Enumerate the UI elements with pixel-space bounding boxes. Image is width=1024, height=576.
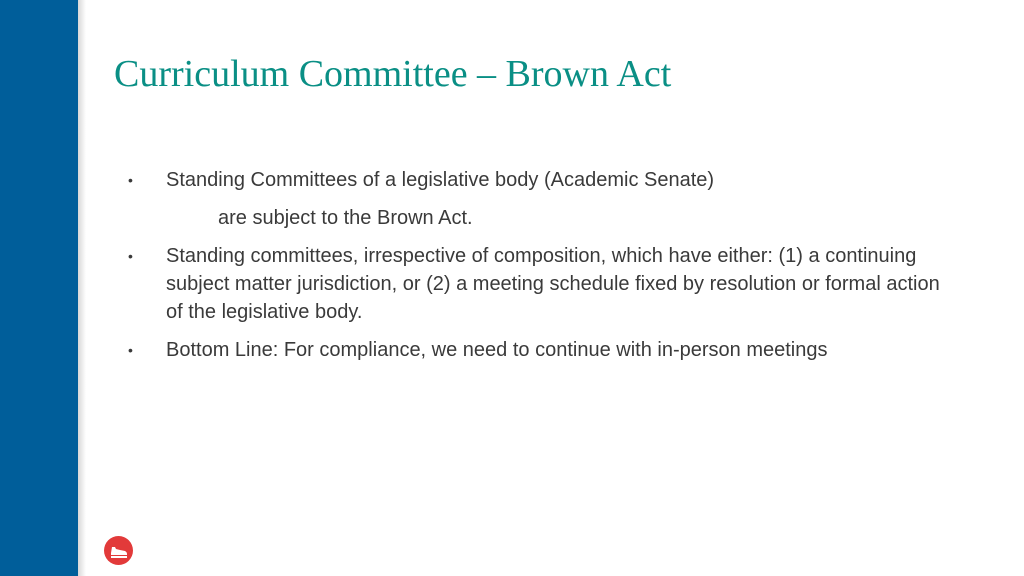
- shoe-logo-icon: [104, 536, 133, 565]
- bullet-item-2: [128, 242, 958, 326]
- bullet-item-1: [128, 166, 958, 232]
- bullet-continuation: are subject to the Brown Act.: [218, 207, 473, 229]
- bullet-item-3: [128, 336, 958, 364]
- bullet-dot: •: [128, 342, 133, 358]
- accent-bar-shadow: [78, 0, 86, 576]
- shoe-logo-graphic: [104, 536, 133, 565]
- left-accent-bar: [0, 0, 78, 576]
- bullet-dot: •: [128, 172, 133, 188]
- bullet-text: Standing committees, irrespective of composition, which have either: (1) a continuing subject matter jurisdiction, or (2) a meeting schedule fixed by resolution or formal action of the legislative body.: [166, 245, 940, 323]
- bullet-list: [128, 166, 958, 374]
- bullet-dot: •: [128, 248, 133, 264]
- slide-title: Curriculum Committee – Brown Act: [114, 53, 672, 95]
- bullet-text: Standing Committees of a legislative body (Academic Senate): [166, 169, 715, 191]
- bullet-text: Bottom Line: For compliance, we need to continue with in-person meetings: [166, 339, 828, 361]
